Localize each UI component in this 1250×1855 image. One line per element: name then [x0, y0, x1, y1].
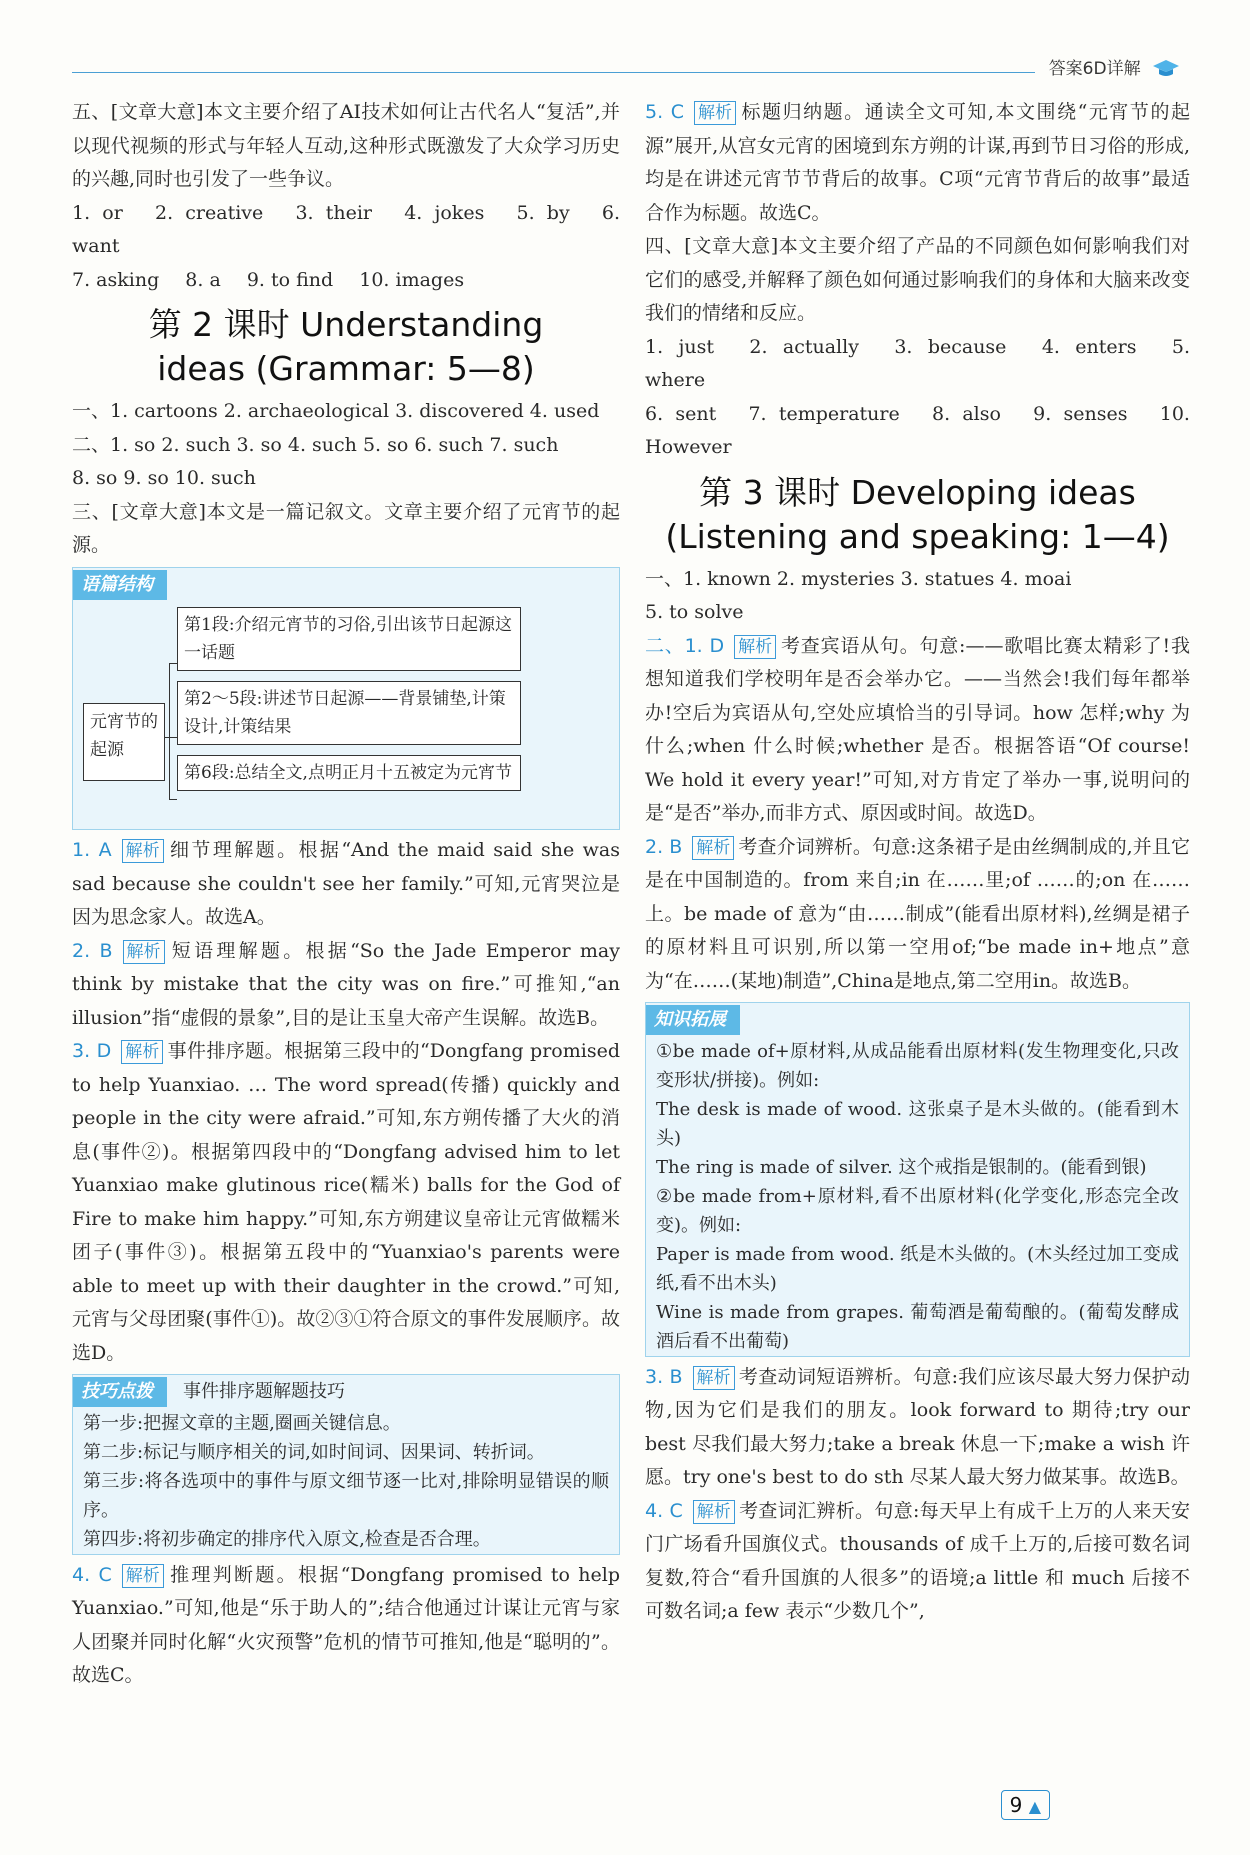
analysis-tag: 解析 — [122, 839, 164, 863]
analysis-tag: 解析 — [121, 1040, 163, 1064]
structure-node-2: 第2～5段:讲述节日起源——背景铺垫,计策设计,计策结果 — [177, 681, 521, 745]
structure-diagram — [73, 601, 619, 829]
tips-step: 第二步:标记与顺序相关的词,如时间词、因果词、转折词。 — [83, 1441, 545, 1463]
question-4 — [72, 1559, 620, 1693]
section-1-answers-row2: 5. to solve — [645, 601, 744, 623]
question-1-analysis: 细节理解题。根据“And the maid said she was sad because she couldn't see her family.”可知,元宵哭泣是因为思念家人。故选A。 — [72, 839, 621, 928]
arrow-up-icon: ▲ — [1028, 1797, 1041, 1816]
tips-step: 第三步:将各选项中的事件与原文细节逐一比对,排除明显错误的顺序。 — [83, 1470, 609, 1521]
tips-title: 事件排序题解题技巧 — [183, 1381, 346, 1402]
left-column — [72, 96, 620, 1693]
connector-line — [169, 663, 177, 664]
structure-node-1: 第1段:介绍元宵节的习俗,引出该节日起源这一话题 — [177, 607, 521, 671]
analysis-tag: 解析 — [693, 1500, 735, 1524]
connector-line — [169, 663, 170, 799]
connector-line — [169, 737, 177, 738]
question-1 — [72, 834, 620, 935]
extension-line: Wine is made from grapes. 葡萄酒是葡萄酿的。(葡萄发酵成酒后看不出葡萄) — [656, 1301, 1179, 1352]
section-3-summary: 三、[文章大意]本文是一篇记叙文。文章主要介绍了元宵节的起源。 — [72, 500, 620, 556]
question-2-answer: 2. B — [72, 939, 113, 962]
extension-line: The desk is made of wood. 这张桌子是木头做的。(能看到木头) — [656, 1098, 1179, 1149]
header-rule — [72, 72, 1035, 73]
structure-root: 元宵节的起源 — [83, 703, 165, 781]
answer-item: 8. also — [931, 402, 1001, 425]
knowledge-extension-label: 知识拓展 — [646, 1005, 740, 1035]
answer-item: 2. actually — [749, 335, 859, 358]
knowledge-extension-box — [645, 1002, 1190, 1357]
question-2-1 — [645, 630, 1190, 831]
question-2-2-analysis: 考查介词辨析。句意:这条裙子是由丝绸制成的,并且它是在中国制造的。from 来自;in 在……里;of ……的;on 在……上。be made of 意为“由……制成”(能看出原材料),丝绸是裙子的原材料且可识别,所以第一空用of;“be made in+地点”意为“在……(某地)制造”,China是地点,第二空用in。故选B。 — [645, 835, 1190, 992]
page-number — [1001, 1790, 1050, 1820]
extension-line: ①be made of+原材料,从成品能看出原材料(发生物理变化,只改变形状/拼接)。例如: — [656, 1040, 1179, 1091]
tips-box — [72, 1374, 620, 1555]
question-2-1-answer: 二、1. D — [645, 634, 725, 657]
tips-step: 第一步:把握文章的主题,圈画关键信息。 — [83, 1412, 401, 1434]
answer-item: 6. want — [72, 201, 620, 257]
question-4-answer: 4. C — [72, 1563, 112, 1586]
question-2-2-answer: 2. B — [645, 835, 683, 858]
question-2-4 — [645, 1495, 1190, 1629]
question-2-analysis: 短语理解题。根据“So the Jade Emperor may think by mistake that the city was on fire.”可推知,“an illusion”指“虚假的景象”,目的是让玉皇大帝产生误解。故选B。 — [72, 939, 620, 1029]
right-column — [645, 96, 1190, 1629]
answer-item: 10. images — [359, 268, 465, 291]
section-4-answers — [645, 331, 1190, 398]
question-4-analysis: 推理判断题。根据“Dongfang promised to help Yuanxiao.”可知,他是“乐于助人的”;结合他通过计谋让元宵与家人团聚并同时化解“火灾预警”危机的情节可推知,他是“聪明的”。故选C。 — [72, 1563, 620, 1686]
section-5-answers — [72, 197, 620, 264]
lesson-3-title-line2: (Listening and speaking: 1—4) — [665, 516, 1170, 556]
graduation-cap-icon — [1152, 58, 1180, 78]
answer-item: 8. a — [185, 268, 221, 291]
lesson-2-title-line2: ideas (Grammar: 5—8) — [157, 349, 535, 388]
question-2-2 — [645, 831, 1190, 999]
extension-line: ②be made from+原材料,看不出原材料(化学变化,形态完全改变)。例如: — [656, 1185, 1179, 1236]
section-1-answers: 一、1. known 2. mysteries 3. statues 4. moai — [645, 567, 1072, 590]
answer-item: 3. their — [295, 201, 373, 224]
section-5-summary: 五、[文章大意]本文主要介绍了AI技术如何让古代名人“复活”,并以现代视频的形式与年轻人互动,这种形式既激发了大众学习历史的兴趣,同时也引发了一些争议。 — [72, 101, 620, 190]
answer-item: 3. because — [894, 335, 1007, 358]
question-2-4-answer: 4. C — [645, 1499, 683, 1522]
question-2-3 — [645, 1361, 1190, 1495]
question-3-analysis: 事件排序题。根据第三段中的“Dongfang promised to help Yuanxiao. … The word spread(传播) quickly and people in the city were afraid.”可知,东方朔传播了大火的消息(事件②)。根据第四段中的“Dongfang advised him to let Yuanxiao make glutinous rice(糯米) balls for the God of Fire to make him happy.”可知,东方朔建议皇帝让元宵做糯米团子(事件③)。根据第五段中的“Yuanxiao's parents were able to meet up with their daughter in the crowd.”可知,元宵与父母团聚(事件①)。故②③①符合原文的事件发展顺序。故选D。 — [72, 1040, 620, 1364]
answer-item: 9. senses — [1033, 402, 1128, 425]
answer-item: 4. enters — [1041, 335, 1137, 358]
tips-step: 第四步:将初步确定的排序代入原文,检查是否合理。 — [83, 1528, 491, 1550]
structure-label: 语篇结构 — [73, 570, 167, 600]
lesson-2-title-line1: 第 2 课时 Understanding — [148, 305, 544, 344]
section-5-answers-row2 — [72, 264, 620, 298]
question-3-answer: 3. D — [72, 1040, 112, 1062]
question-5-analysis: 标题归纳题。通读全文可知,本文围绕“元宵节的起源”展开,从宫女元宵的困境到东方朔的计谋,再到节日习俗的形成,均是在讲述元宵节节背后的故事。C项“元宵节背后的故事”最适合作为标题。故选C。 — [645, 101, 1190, 224]
question-5 — [645, 96, 1190, 230]
answer-item: 5. where — [645, 335, 1191, 391]
answer-item: 9. to find — [246, 268, 334, 291]
tips-label: 技巧点拨 — [73, 1377, 167, 1407]
question-5-answer: 5. C — [645, 101, 684, 123]
analysis-tag: 解析 — [692, 836, 734, 860]
question-2-3-answer: 3. B — [645, 1365, 683, 1388]
connector-line — [169, 799, 177, 800]
analysis-tag: 解析 — [123, 940, 165, 964]
answer-item: 10. However — [645, 402, 1190, 458]
question-2-4-analysis: 考查词汇辨析。句意:每天早上有成千上万的人来天安门广场看升国旗仪式。thousands of 成千上万的,后接可数名词复数,符合“看升国旗的人很多”的语境;a little 和 much 后接不可数名词;a few 表示“少数几个”, — [645, 1499, 1190, 1622]
analysis-tag: 解析 — [122, 1564, 164, 1588]
analysis-tag: 解析 — [734, 635, 776, 659]
answer-item: 7. asking — [72, 268, 160, 291]
question-1-answer: 1. A — [72, 839, 112, 861]
structure-box — [72, 567, 620, 831]
answer-item: 1. just — [645, 335, 715, 358]
header-label-text: 答案6D详解 — [1048, 59, 1141, 79]
extension-line: Paper is made from wood. 纸是木头做的。(木头经过加工变成纸,看不出木头) — [656, 1243, 1179, 1294]
answer-item: 2. creative — [154, 201, 264, 224]
question-3 — [72, 1035, 620, 1370]
answer-item: 4. jokes — [404, 201, 485, 224]
lesson-2-title — [72, 303, 620, 391]
section-4-summary: 四、[文章大意]本文主要介绍了产品的不同颜色如何影响我们对它们的感受,并解释了颜色如何通过影响我们的身体和大脑来改变我们的情绪和反应。 — [645, 235, 1190, 324]
question-2-1-analysis: 考查宾语从句。句意:——歌唱比赛太精彩了!我想知道我们学校明年是否会举办它。——当然会!我们每年都举办!空后为宾语从句,空处应填恰当的引导词。how 怎样;why 为什么;when 什么时候;whether 是否。根据答语“Of course! We hold it every year!”可知,对方肯定了举办一事,说明问的是“是否”举办,而非方式、原因或时间。故选D。 — [645, 634, 1190, 824]
lesson-3-title — [645, 471, 1190, 559]
analysis-tag: 解析 — [693, 1366, 735, 1390]
section-2-answers-row2: 8. so 9. so 10. such — [72, 467, 256, 489]
analysis-tag: 解析 — [694, 101, 736, 125]
question-2-3-analysis: 考查动词短语辨析。句意:我们应该尽最大努力保护动物,因为它们是我们的朋友。look forward to 期待;try our best 尽我们最大努力;take a break 休息一下;make a wish 许愿。try one's best to do sth 尽某人最大努力做某事。故选B。 — [645, 1365, 1191, 1488]
section-1-answers: 一、1. cartoons 2. archaeological 3. discovered 4. used — [72, 400, 600, 422]
answer-item: 6. sent — [645, 402, 717, 425]
header-label — [1049, 54, 1180, 79]
lesson-3-title-line1: 第 3 课时 Developing ideas — [699, 472, 1136, 512]
structure-node-3: 第6段:总结全文,点明正月十五被定为元宵节 — [177, 755, 521, 791]
answer-item: 1. or — [72, 201, 123, 224]
section-4-answers-row2 — [645, 398, 1190, 465]
page-number-text: 9 — [1009, 1793, 1023, 1817]
answer-item: 5. by — [516, 201, 570, 224]
question-2 — [72, 935, 620, 1036]
section-2-answers: 二、1. so 2. such 3. so 4. such 5. so 6. such 7. such — [72, 433, 559, 456]
answer-item: 7. temperature — [748, 402, 900, 425]
extension-line: The ring is made of silver. 这个戒指是银制的。(能看到银) — [656, 1156, 1147, 1178]
